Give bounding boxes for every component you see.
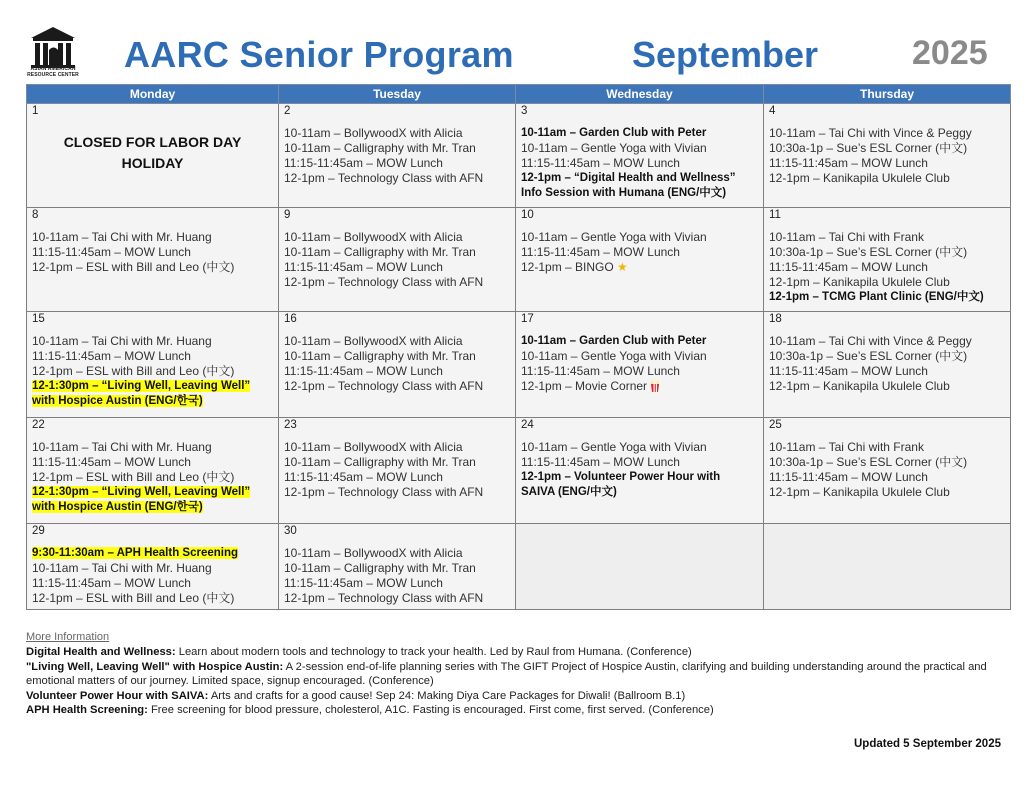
event-item [769,379,1005,394]
event-item [284,364,510,379]
event-text: 12-1pm – Volunteer Power Hour with [521,471,721,483]
event-text: 10:30a-1p – Sue’s ESL Corner (中文) [769,245,968,259]
week-row [27,524,1011,610]
closed-notice-line: HOLIDAY [121,155,184,171]
event-item [32,334,273,349]
event-item [284,485,510,500]
event-text: 10:30a-1p – Sue’s ESL Corner (中文) [769,349,968,363]
event-item [284,546,510,561]
day-cell [279,208,516,312]
event-item [521,260,758,275]
event-item [521,171,758,186]
event-text: 11:15-11:45am – MOW Lunch [32,245,191,259]
closed-notice-line: CLOSED FOR LABOR DAY [63,134,242,150]
day-cell [279,524,516,610]
more-information-heading: More Information [26,631,110,643]
event-text: 11:15-11:45am – MOW Lunch [284,260,443,274]
event-text: 10-11am – Tai Chi with Vince & Peggy [769,334,972,348]
event-text: 11:15-11:45am – MOW Lunch [769,364,928,378]
week-row [27,418,1011,524]
event-item [769,364,1005,379]
event-text: 10-11am – Gentle Yoga with Vivian [521,141,707,155]
event-text: 10-11am – Gentle Yoga with Vivian [521,349,707,363]
event-item [521,349,758,364]
event-text: 12-1pm – Movie Corner [521,379,648,393]
day-number: 2 [284,105,291,117]
highlighted-event [32,394,273,409]
weekday-header: Monday [27,85,279,104]
event-text: 11:15-11:45am – MOW Lunch [521,455,680,469]
event-text: 12-1pm – Kanikapila Ukulele Club [769,379,950,393]
event-item [284,440,510,455]
event-item [284,334,510,349]
event-text: SAIVA (ENG/中文) [521,486,617,498]
event-text: 11:15-11:45am – MOW Lunch [284,470,443,484]
day-cell [516,524,764,610]
event-text: 12-1pm – Technology Class with AFN [284,275,484,289]
day-cell [279,312,516,418]
closed-notice [32,132,273,174]
day-cell [279,418,516,524]
event-text: 10-11am – Gentle Yoga with Vivian [521,440,707,454]
event-text: 10-11am – Gentle Yoga with Vivian [521,230,707,244]
event-text: 10:30a-1p – Sue’s ESL Corner (中文) [769,141,968,155]
event-item [769,455,1005,470]
event-item [284,141,510,156]
event-text: 12-1pm – “Digital Health and Wellness” [521,172,736,184]
event-item [769,260,1005,275]
event-item [284,156,510,171]
event-text: 12-1pm – ESL with Bill and Leo (中文) [32,591,235,605]
event-item [284,561,510,576]
event-item [32,440,273,455]
event-item [32,591,273,606]
event-text: 11:15-11:45am – MOW Lunch [769,470,928,484]
calendar-grid [26,84,1011,610]
day-cell [516,104,764,208]
event-item [521,485,758,500]
event-item [32,230,273,245]
event-text: 10-11am – Tai Chi with Mr. Huang [32,440,212,454]
event-text: with Hospice Austin (ENG/한국) [32,395,203,407]
day-number: 9 [284,209,291,221]
event-text: 10-11am – Garden Club with Peter [521,127,707,139]
event-text: 11:15-11:45am – MOW Lunch [521,364,680,378]
day-number: 1 [32,105,39,117]
day-cell [279,104,516,208]
day-number: 29 [32,525,45,537]
event-text: 12-1:30pm – “Living Well, Leaving Well” [32,486,251,498]
event-item [284,171,510,186]
week-row [27,312,1011,418]
event-text: 12-1pm – ESL with Bill and Leo (中文) [32,470,235,484]
event-text: 11:15-11:45am – MOW Lunch [32,576,191,590]
day-number: 16 [284,313,297,325]
day-number: 4 [769,105,776,117]
event-item [769,290,1005,305]
day-number: 15 [32,313,45,325]
day-cell [516,312,764,418]
event-text: 11:15-11:45am – MOW Lunch [284,576,443,590]
event-text: 12-1pm – BINGO [521,260,614,274]
event-text: 11:15-11:45am – MOW Lunch [769,260,928,274]
day-cell [764,312,1011,418]
event-text: 10-11am – Calligraphy with Mr. Tran [284,349,476,363]
event-item [769,485,1005,500]
event-text: 12-1:30pm – “Living Well, Leaving Well” [32,380,251,392]
event-text: 12-1pm – TCMG Plant Clinic (ENG/中文) [769,291,984,303]
day-number: 11 [769,209,781,221]
event-item [769,230,1005,245]
event-item [284,126,510,141]
day-cell [516,208,764,312]
event-item [769,126,1005,141]
event-item [521,156,758,171]
day-number: 24 [521,419,534,431]
day-number: 8 [32,209,39,221]
event-text: 10-11am – BollywoodX with Alicia [284,126,463,140]
highlighted-event [32,500,273,515]
day-number: 3 [521,105,528,117]
weekday-header: Thursday [764,85,1011,104]
day-number: 23 [284,419,297,431]
event-text: 12-1pm – Kanikapila Ukulele Club [769,275,950,289]
event-item [769,440,1005,455]
event-item [521,230,758,245]
day-number: 30 [284,525,297,537]
week-row [27,104,1011,208]
more-information-notes [26,645,1001,718]
event-item [32,245,273,260]
event-item [769,141,1005,156]
event-item [284,230,510,245]
event-text: 11:15-11:45am – MOW Lunch [521,245,680,259]
event-item [521,245,758,260]
event-text: 11:15-11:45am – MOW Lunch [284,364,443,378]
day-cell [27,418,279,524]
event-item [284,455,510,470]
event-text: 10-11am – Tai Chi with Frank [769,230,924,244]
event-item [521,440,758,455]
note-item: "Living Well, Leaving Well" with Hospice Austin: A 2-session end-of-life planning series with The GIFT Project of Hospice Austin, clarifying and building understanding around the practical and emotional matters of our journey. Limited space, signup encouraged. (Conference) [26,660,987,687]
event-item [769,470,1005,485]
event-text: 10-11am – Calligraphy with Mr. Tran [284,561,476,575]
week-row [27,208,1011,312]
event-item [521,141,758,156]
day-number: 18 [769,313,782,325]
event-item [521,364,758,379]
event-text: 10-11am – Calligraphy with Mr. Tran [284,141,476,155]
event-text: 12-1pm – Kanikapila Ukulele Club [769,171,950,185]
event-text: 9:30-11:30am – APH Health Screening [32,547,239,559]
event-item [521,334,758,349]
logo-caption: ASIAN AMERICAN RESOURCE CENTER [27,66,79,78]
event-item [769,275,1005,290]
event-item [521,455,758,470]
event-item [521,470,758,485]
event-text: 10-11am – Garden Club with Peter [521,335,707,347]
event-item [284,470,510,485]
event-text: 12-1pm – Technology Class with AFN [284,485,484,499]
event-text: 10-11am – Calligraphy with Mr. Tran [284,245,476,259]
weekday-header: Wednesday [516,85,764,104]
event-item [284,275,510,290]
event-text: 12-1pm – Technology Class with AFN [284,171,484,185]
event-text: 10-11am – Tai Chi with Mr. Huang [32,230,212,244]
event-item [32,561,273,576]
note-item: Digital Health and Wellness: Learn about modern tools and technology to track your health. Led by Raul from Humana. (Conference) [26,646,692,658]
event-item [521,379,758,394]
updated-date: Updated 5 September 2025 [853,738,1001,750]
highlighted-event [32,546,273,561]
day-cell [27,524,279,610]
event-item [284,260,510,275]
event-text: 12-1pm – Kanikapila Ukulele Club [769,485,950,499]
event-text: 10-11am – Tai Chi with Frank [769,440,924,454]
event-item [284,379,510,394]
popcorn-icon [647,379,660,393]
event-item [32,349,273,364]
event-item [284,591,510,606]
star-icon: ★ [613,260,628,274]
event-item [284,576,510,591]
event-item [284,245,510,260]
day-cell [764,208,1011,312]
day-cell [516,418,764,524]
day-cell [764,524,1011,610]
event-text: 10-11am – BollywoodX with Alicia [284,334,463,348]
page-title: AARC Senior Program [124,34,514,75]
weekday-header: Tuesday [279,85,516,104]
event-item [769,171,1005,186]
day-cell [27,104,279,208]
day-cell [27,312,279,418]
event-item [32,260,273,275]
note-item: Volunteer Power Hour with SAIVA: Arts and crafts for a good cause! Sep 24: Making Diya Care Packages for Diwali! (Ballroom B.1) [26,689,686,702]
event-text: Info Session with Humana (ENG/中文) [521,187,727,199]
day-number: 17 [521,313,534,325]
day-cell [764,418,1011,524]
event-text: 10-11am – Tai Chi with Mr. Huang [32,561,212,575]
event-item [769,245,1005,260]
highlighted-event [32,485,273,500]
event-text: 10-11am – Tai Chi with Mr. Huang [32,334,212,348]
event-item [521,126,758,141]
event-text: 11:15-11:45am – MOW Lunch [521,156,680,170]
event-text: 10-11am – Calligraphy with Mr. Tran [284,455,476,469]
month-label: September [632,34,819,75]
event-text: 10-11am – BollywoodX with Alicia [284,440,463,454]
note-item: APH Health Screening: Free screening for blood pressure, cholesterol, A1C. Fasting is encouraged. First come, first served. (Conference) [26,704,714,716]
event-text: 10-11am – BollywoodX with Alicia [284,230,463,244]
event-item [769,334,1005,349]
event-text: 11:15-11:45am – MOW Lunch [284,156,443,170]
highlighted-event [32,379,273,394]
event-text: 12-1pm – Technology Class with AFN [284,379,484,393]
event-item [32,364,273,379]
event-item [769,349,1005,364]
event-text: 10-11am – BollywoodX with Alicia [284,546,463,560]
day-cell [27,208,279,312]
event-item [32,470,273,485]
event-text: 11:15-11:45am – MOW Lunch [32,455,191,469]
year-label: 2025 [912,34,988,72]
event-item [32,455,273,470]
day-number: 10 [521,209,534,221]
event-text: 11:15-11:45am – MOW Lunch [32,349,191,363]
event-item [769,156,1005,171]
event-item [32,576,273,591]
event-text: 10-11am – Tai Chi with Vince & Peggy [769,126,972,140]
event-text: 12-1pm – ESL with Bill and Leo (中文) [32,260,235,274]
event-text: 10:30a-1p – Sue’s ESL Corner (中文) [769,455,968,469]
day-cell [764,104,1011,208]
event-text: with Hospice Austin (ENG/한국) [32,501,203,513]
event-text: 11:15-11:45am – MOW Lunch [769,156,928,170]
event-item [284,349,510,364]
day-number: 25 [769,419,782,431]
event-text: 12-1pm – ESL with Bill and Leo (中文) [32,364,235,378]
event-item [521,186,758,201]
event-text: 12-1pm – Technology Class with AFN [284,591,484,605]
day-number: 22 [32,419,45,431]
